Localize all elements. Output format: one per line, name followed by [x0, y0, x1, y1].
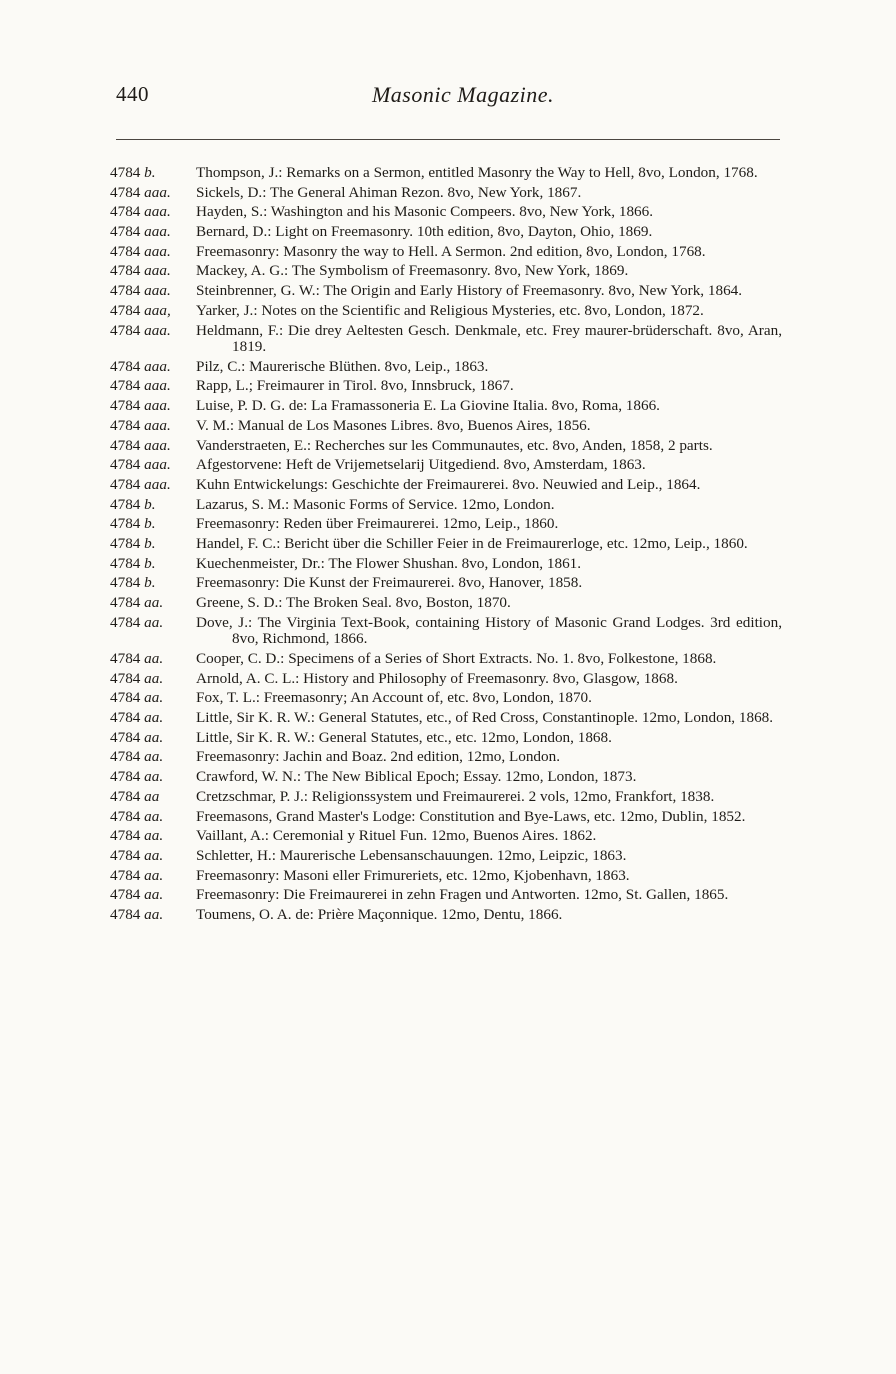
entry-text: Hayden, S.: Washington and his Masonic Compeers. 8vo, New York, 1866. — [196, 203, 654, 221]
entry-number-suffix: aaa. — [144, 242, 171, 260]
entry-number — [110, 615, 194, 632]
entry-text: Yarker, J.: Notes on the Scientific and Religious Mysteries, etc. 8vo, London, 1872. — [196, 301, 704, 319]
catalogue-entry — [110, 828, 782, 845]
catalogue-entry — [110, 497, 782, 514]
entry-number-suffix: aaa, — [144, 301, 171, 319]
entry-number-suffix: aa. — [144, 650, 164, 667]
entry-text: Pilz, C.: Maurerische Blüthen. 8vo, Leip., 1863. — [196, 357, 489, 375]
entry-text: V. M.: Manual de Los Masones Libres. 8vo, Buenos Aires, 1856. — [196, 416, 591, 434]
entry-text: Thompson, J.: Remarks on a Sermon, entitled Masonry the Way to Hell, 8vo, London, 1768. — [196, 164, 758, 181]
entry-number-value: 4784 — [110, 613, 141, 631]
catalogue-entry — [110, 398, 782, 415]
entry-text: Lazarus, S. M.: Masonic Forms of Service. 12mo, London. — [196, 495, 555, 513]
entry-number-value: 4784 — [110, 768, 141, 786]
catalogue-entry — [110, 516, 782, 533]
entry-number-value: 4784 — [110, 807, 141, 825]
entry-text: Vaillant, A.: Ceremonial y Rituel Fun. 12mo, Buenos Aires. 1862. — [196, 827, 597, 845]
entry-text: Cooper, C. D.: Specimens of a Series of Short Extracts. No. 1. 8vo, Folkestone, 1868. — [196, 650, 717, 667]
catalogue-entry — [110, 418, 782, 435]
catalogue-entry — [110, 536, 782, 553]
entry-number — [110, 224, 194, 241]
catalogue-entry — [110, 868, 782, 885]
catalogue-entry — [110, 165, 782, 182]
entry-number-suffix: aaa. — [144, 377, 171, 395]
entry-number — [110, 671, 194, 688]
entry-number — [110, 418, 194, 435]
running-title: Masonic Magazine. — [371, 82, 555, 107]
entry-text: Freemasonry: Jachin and Boaz. 2nd edition, 12mo, London. — [196, 748, 561, 766]
entry-number-suffix: aaa. — [144, 203, 171, 221]
entry-number-suffix: aa. — [144, 709, 164, 727]
entry-number — [110, 303, 194, 320]
catalogue-entry — [110, 809, 782, 826]
entry-number-value: 4784 — [110, 669, 141, 687]
entry-number — [110, 575, 194, 592]
entry-number-value: 4784 — [110, 787, 141, 805]
entry-text: Afgestorvene: Heft de Vrijemetselarij Uitgediend. 8vo, Amsterdam, 1863. — [196, 456, 646, 474]
entry-number-value: 4784 — [110, 242, 141, 260]
entry-number-suffix: aaa. — [144, 223, 171, 241]
entry-number-suffix: b. — [144, 574, 156, 592]
entry-number — [110, 244, 194, 261]
entry-number-suffix: aa. — [144, 846, 164, 864]
entry-number — [110, 457, 194, 474]
entry-number-value: 4784 — [110, 203, 141, 221]
entry-number-value: 4784 — [110, 436, 141, 454]
entry-number — [110, 887, 194, 904]
entry-number-suffix: b. — [144, 164, 156, 181]
entry-number — [110, 516, 194, 533]
entry-number — [110, 359, 194, 376]
catalogue-entry — [110, 323, 782, 356]
catalogue-entry — [110, 848, 782, 865]
entry-text: Luise, P. D. G. de: La Framassoneria E. La Giovine Italia. 8vo, Roma, 1866. — [196, 397, 660, 415]
entry-text: Greene, S. D.: The Broken Seal. 8vo, Boston, 1870. — [196, 594, 511, 612]
entry-number-suffix: aa. — [144, 886, 164, 904]
entry-number-value: 4784 — [110, 650, 141, 667]
entry-number-value: 4784 — [110, 416, 141, 434]
catalogue-entry — [110, 244, 782, 261]
entry-number-suffix: aa. — [144, 807, 164, 825]
entry-number-suffix: aaa. — [144, 321, 171, 339]
entry-number-value: 4784 — [110, 164, 141, 181]
entry-number-suffix: aa. — [144, 866, 164, 884]
entry-text: Crawford, W. N.: The New Biblical Epoch; Essay. 12mo, London, 1873. — [196, 768, 637, 786]
entry-text: Vanderstraeten, E.: Recherches sur les Communautes, etc. 8vo, Anden, 1858, 2 parts. — [196, 436, 713, 454]
entry-number — [110, 907, 194, 924]
entry-text: Handel, F. C.: Bericht über die Schiller Feier in de Freimaurerloge, etc. 12mo, Leip., 1860. — [196, 534, 748, 552]
entry-number-suffix: aa. — [144, 768, 164, 786]
entry-number-suffix: aaa. — [144, 357, 171, 375]
entry-number — [110, 283, 194, 300]
entry-text: Little, Sir K. R. W.: General Statutes, etc., etc. 12mo, London, 1868. — [196, 728, 612, 746]
entry-number-value: 4784 — [110, 594, 141, 612]
entry-number — [110, 536, 194, 553]
entry-number — [110, 710, 194, 727]
catalogue-entry — [110, 749, 782, 766]
entry-number — [110, 595, 194, 612]
entry-number-suffix: aaa. — [144, 416, 171, 434]
entry-number-suffix: aa. — [144, 748, 164, 766]
entry-number-suffix: aaa. — [144, 282, 171, 300]
catalogue-entry — [110, 438, 782, 455]
entry-number — [110, 165, 194, 182]
catalogue-entry — [110, 615, 782, 648]
entry-text: Arnold, A. C. L.: History and Philosophy of Freemasonry. 8vo, Glasgow, 1868. — [196, 669, 678, 687]
entry-text: Freemasons, Grand Master's Lodge: Constitution and Bye-Laws, etc. 12mo, Dublin, 1852. — [196, 807, 746, 825]
entry-number-value: 4784 — [110, 728, 141, 746]
catalogue-entry — [110, 789, 782, 806]
entry-number — [110, 398, 194, 415]
entry-text: Sickels, D.: The General Ahiman Rezon. 8vo, New York, 1867. — [196, 183, 582, 201]
entry-number-value: 4784 — [110, 554, 141, 572]
entry-number — [110, 438, 194, 455]
entry-number — [110, 378, 194, 395]
entry-text: Dove, J.: The Virginia Text-Book, containing History of Masonic Grand Lodges. 3rd edition, 8vo, Richmond, 1866. — [196, 613, 782, 648]
entry-number-suffix: aa. — [144, 613, 164, 631]
catalogue-entry — [110, 907, 782, 924]
entry-number-suffix: aa. — [144, 827, 164, 845]
entry-text: Heldmann, F.: Die drey Aeltesten Gesch. Denkmale, etc. Frey maurer-brüderschaft. 8vo, Aran, 1819. — [196, 321, 782, 356]
entry-number — [110, 323, 194, 340]
entry-number-value: 4784 — [110, 515, 141, 533]
entry-number — [110, 556, 194, 573]
entry-text: Freemasonry: Die Kunst der Freimaurerei. 8vo, Hanover, 1858. — [196, 574, 583, 592]
entry-number — [110, 263, 194, 280]
entry-number — [110, 828, 194, 845]
entry-number-suffix: aa. — [144, 594, 164, 612]
entry-number-value: 4784 — [110, 397, 141, 415]
entry-number-value: 4784 — [110, 456, 141, 474]
catalogue-entry — [110, 204, 782, 221]
entry-number-suffix: aaa. — [144, 436, 171, 454]
entry-number-value: 4784 — [110, 886, 141, 904]
entry-number — [110, 848, 194, 865]
catalogue-entry — [110, 671, 782, 688]
entry-number-value: 4784 — [110, 475, 141, 493]
entry-number — [110, 789, 194, 806]
entry-number — [110, 651, 194, 668]
catalogue-entry — [110, 359, 782, 376]
catalogue-entry — [110, 690, 782, 707]
entry-number — [110, 477, 194, 494]
entry-text: Freemasonry: Masoni eller Frimureriets, etc. 12mo, Kjobenhavn, 1863. — [196, 866, 630, 884]
entry-number-suffix: aa. — [144, 689, 164, 707]
entry-number-suffix: b. — [144, 534, 156, 552]
entry-number-suffix: aaa. — [144, 183, 171, 201]
catalogue-entry — [110, 224, 782, 241]
entry-number-value: 4784 — [110, 282, 141, 300]
catalogue-entry — [110, 730, 782, 747]
entry-number-value: 4784 — [110, 866, 141, 884]
entry-number-suffix: aaa. — [144, 475, 171, 493]
entry-number-suffix: aaa. — [144, 262, 171, 280]
entry-number — [110, 769, 194, 786]
entry-number-suffix: aaa. — [144, 456, 171, 474]
entry-number-suffix: b. — [144, 554, 156, 572]
entry-number — [110, 868, 194, 885]
entry-text: Schletter, H.: Maurerische Lebensanschauungen. 12mo, Leipzic, 1863. — [196, 846, 627, 864]
entry-number-value: 4784 — [110, 689, 141, 707]
catalogue-entry-list — [110, 165, 782, 927]
header-rule — [116, 139, 780, 140]
entry-number — [110, 690, 194, 707]
entry-number — [110, 204, 194, 221]
entry-number-value: 4784 — [110, 709, 141, 727]
entry-text: Freemasonry: Reden über Freimaurerei. 12mo, Leip., 1860. — [196, 515, 559, 533]
entry-text: Freemasonry: Masonry the way to Hell. A Sermon. 2nd edition, 8vo, London, 1768. — [196, 242, 706, 260]
entry-text: Fox, T. L.: Freemasonry; An Account of, etc. 8vo, London, 1870. — [196, 689, 592, 707]
entry-number-value: 4784 — [110, 357, 141, 375]
entry-number-value: 4784 — [110, 905, 141, 923]
entry-number-suffix: b. — [144, 495, 156, 513]
entry-number-value: 4784 — [110, 262, 141, 280]
catalogue-entry — [110, 651, 782, 668]
entry-text: Kuhn Entwickelungs: Geschichte der Freimaurerei. 8vo. Neuwied and Leip., 1864. — [196, 475, 701, 493]
catalogue-entry — [110, 283, 782, 300]
entry-number — [110, 749, 194, 766]
entry-number-value: 4784 — [110, 223, 141, 241]
page-number: 440 — [116, 82, 149, 106]
entry-number — [110, 809, 194, 826]
catalogue-entry — [110, 477, 782, 494]
catalogue-entry — [110, 887, 782, 904]
catalogue-entry — [110, 303, 782, 320]
catalogue-entry — [110, 378, 782, 395]
entry-number-value: 4784 — [110, 321, 141, 339]
catalogue-entry — [110, 575, 782, 592]
entry-text: Steinbrenner, G. W.: The Origin and Early History of Freemasonry. 8vo, New York, 1864. — [196, 282, 743, 300]
entry-text: Rapp, L.; Freimaurer in Tirol. 8vo, Innsbruck, 1867. — [196, 377, 514, 395]
entry-number-suffix: aa. — [144, 728, 164, 746]
entry-number-suffix: aa. — [144, 669, 164, 687]
entry-number-value: 4784 — [110, 534, 141, 552]
catalogue-entry — [110, 595, 782, 612]
entry-text: Cretzschmar, P. J.: Religionssystem und Freimaurerei. 2 vols, 12mo, Frankfort, 1838. — [196, 787, 715, 805]
entry-number-value: 4784 — [110, 377, 141, 395]
entry-number-suffix: aa — [144, 787, 160, 805]
entry-text: Little, Sir K. R. W.: General Statutes, etc., of Red Cross, Constantinople. 12mo, London, 1868. — [196, 709, 774, 727]
entry-number-value: 4784 — [110, 574, 141, 592]
entry-text: Kuechenmeister, Dr.: The Flower Shushan. 8vo, London, 1861. — [196, 554, 582, 572]
entry-number-suffix: aaa. — [144, 397, 171, 415]
entry-number-value: 4784 — [110, 827, 141, 845]
entry-number-suffix: aa. — [144, 905, 164, 923]
entry-number — [110, 730, 194, 747]
catalogue-entry — [110, 710, 782, 727]
entry-number-value: 4784 — [110, 495, 141, 513]
catalogue-entry — [110, 769, 782, 786]
entry-number-value: 4784 — [110, 748, 141, 766]
entry-text: Toumens, O. A. de: Prière Maçonnique. 12mo, Dentu, 1866. — [196, 905, 563, 923]
entry-text: Mackey, A. G.: The Symbolism of Freemasonry. 8vo, New York, 1869. — [196, 262, 629, 280]
entry-number — [110, 185, 194, 202]
catalogue-entry — [110, 263, 782, 280]
entry-number — [110, 497, 194, 514]
entry-text: Bernard, D.: Light on Freemasonry. 10th edition, 8vo, Dayton, Ohio, 1869. — [196, 223, 653, 241]
entry-text: Freemasonry: Die Freimaurerei in zehn Fragen und Antworten. 12mo, St. Gallen, 1865. — [196, 886, 729, 904]
entry-number-value: 4784 — [110, 183, 141, 201]
catalogue-entry — [110, 185, 782, 202]
entry-number-value: 4784 — [110, 301, 141, 319]
entry-number-suffix: b. — [144, 515, 156, 533]
catalogue-entry — [110, 556, 782, 573]
catalogue-entry — [110, 457, 782, 474]
entry-number-value: 4784 — [110, 846, 141, 864]
